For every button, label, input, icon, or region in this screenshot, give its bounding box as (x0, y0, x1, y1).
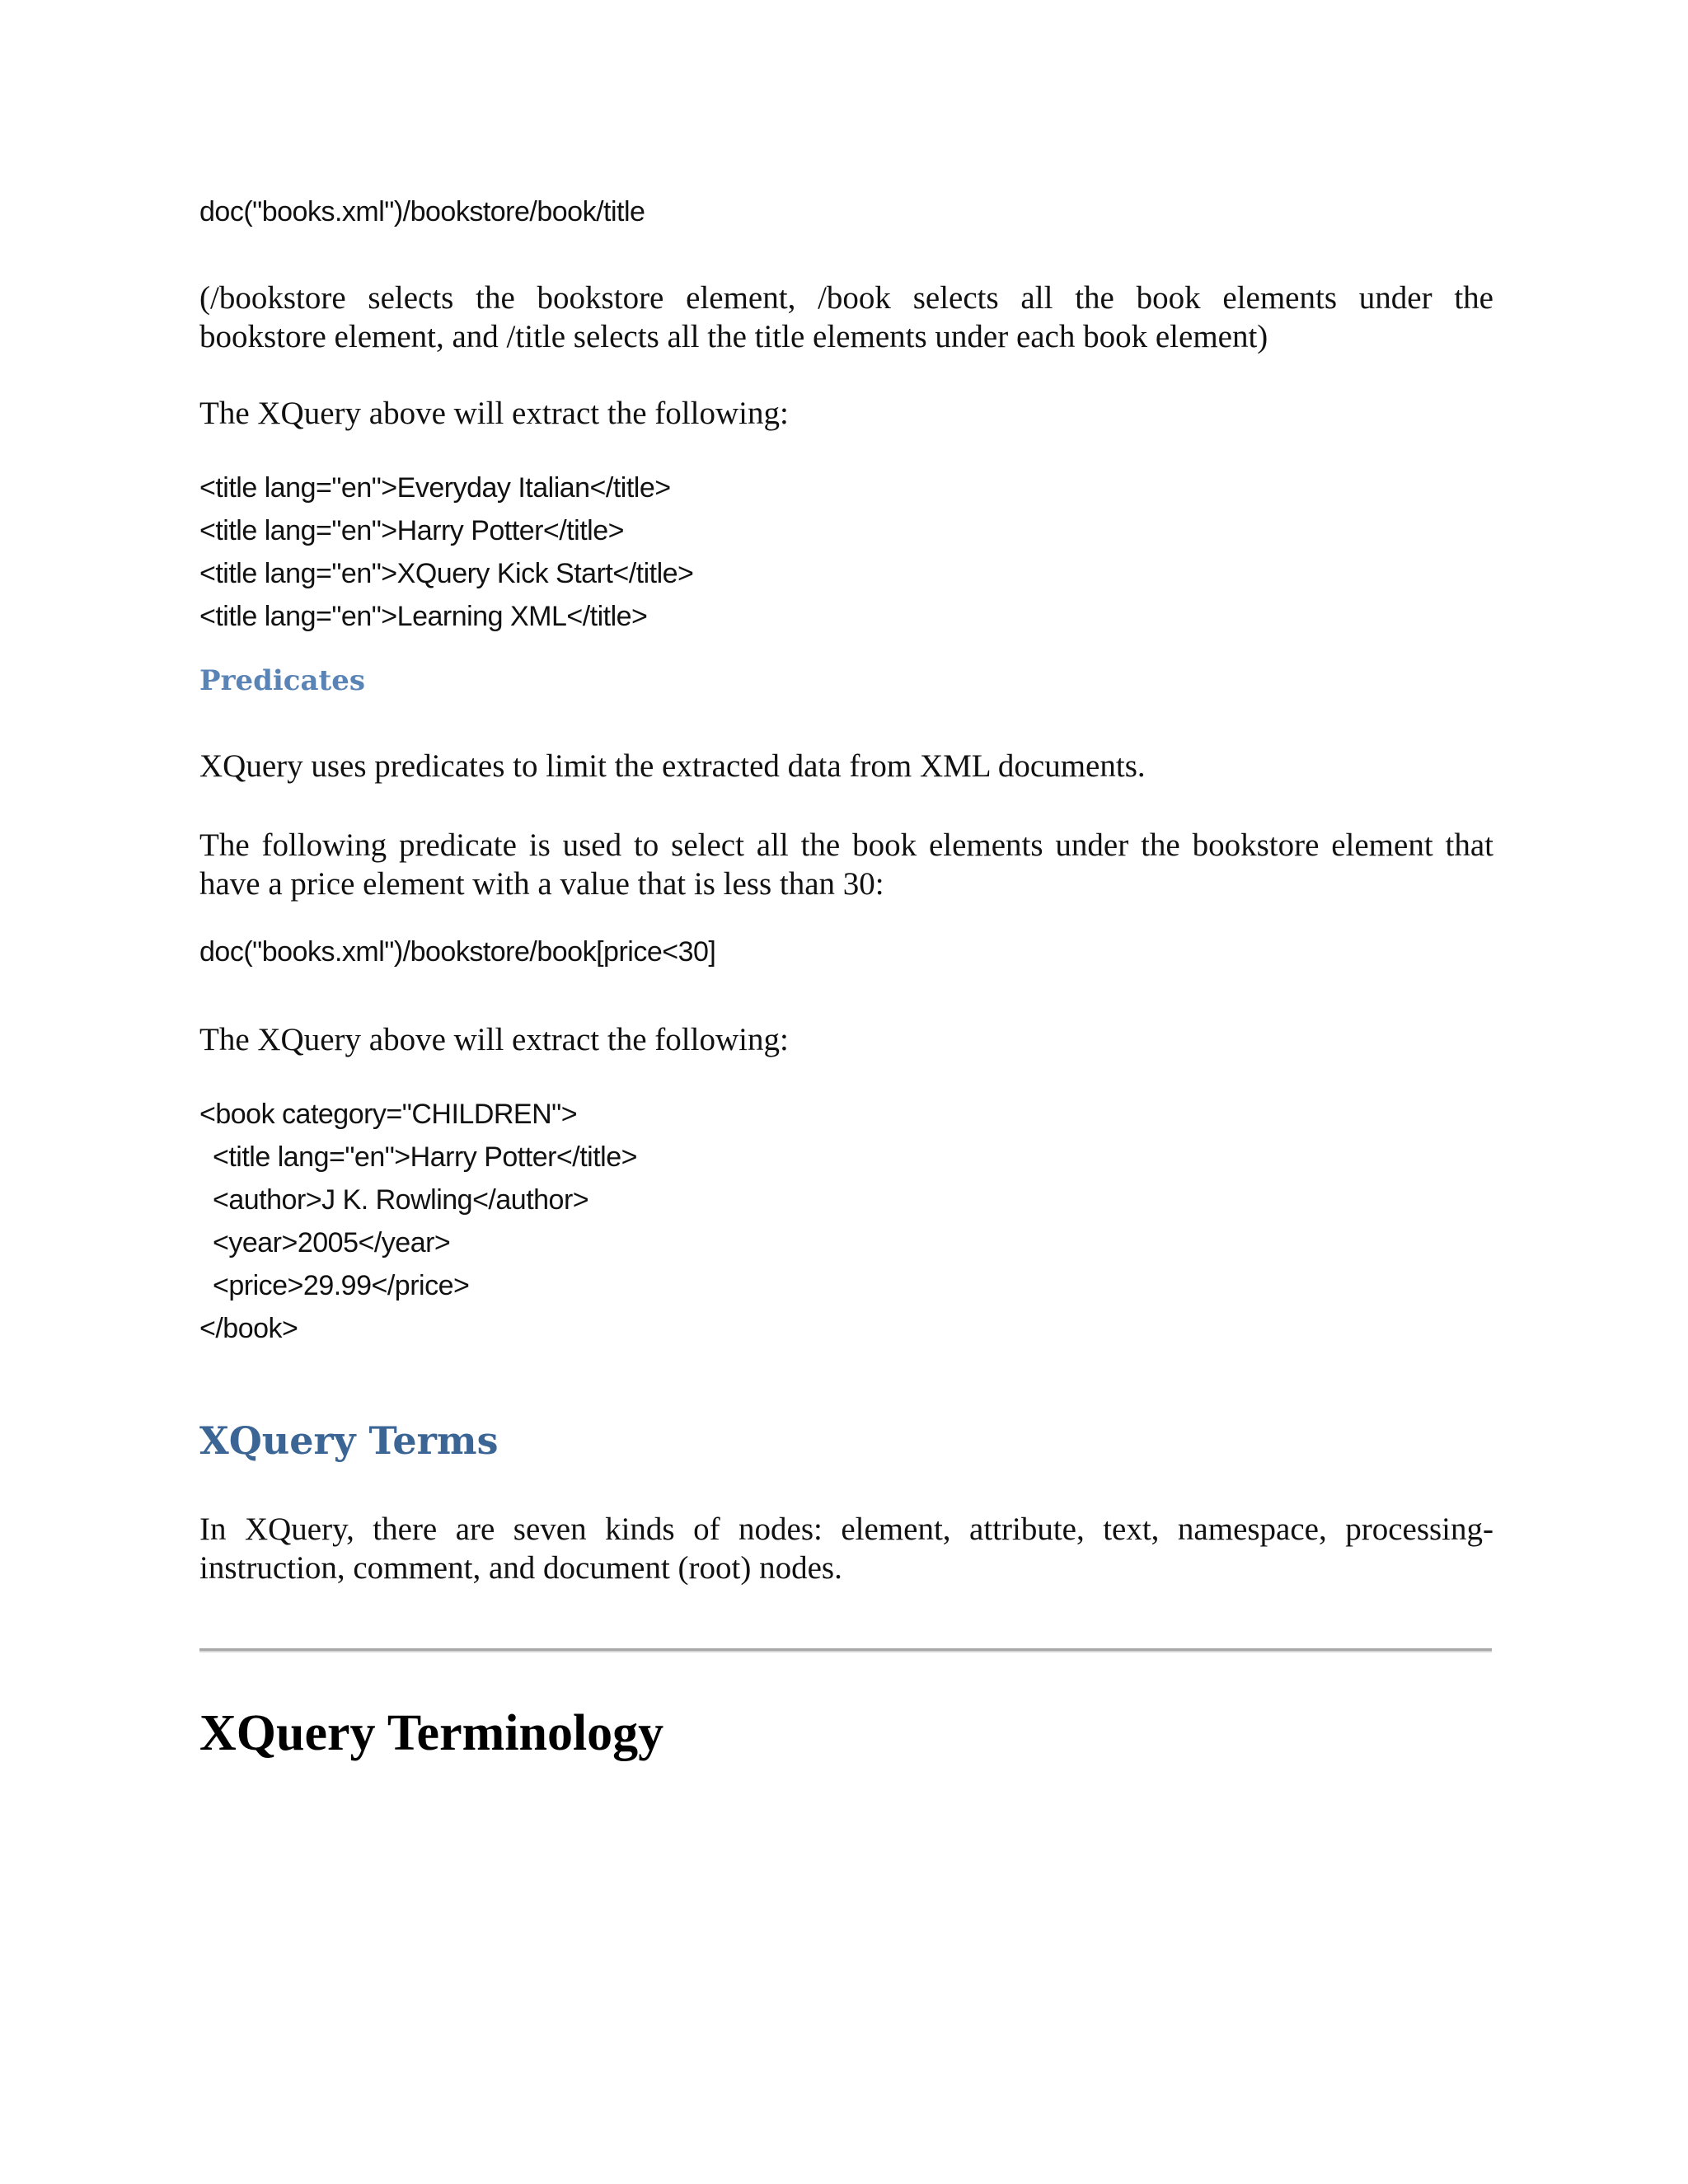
extract-intro-paragraph: The XQuery above will extract the following: (199, 396, 789, 431)
predicates-heading: Predicates (199, 664, 366, 697)
predicate-description-line-2: have a price element with a value that is less than 30: (199, 866, 884, 902)
predicate-description-line-1: The following predicate is used to select all the book elements under the bookstore element that (199, 827, 1493, 863)
explanation-paragraph (199, 279, 1493, 356)
node-kinds-line-1: In XQuery, there are seven kinds of nodes: element, attribute, text, namespace, processing- (199, 1511, 1493, 1547)
xpath-code-title: doc("books.xml")/bookstore/book/title (199, 196, 645, 227)
code-line: </book> (199, 1313, 298, 1344)
node-kinds-line-2: instruction, comment, and document (root) nodes. (199, 1550, 842, 1586)
code-line: <title lang="en">XQuery Kick Start</title> (199, 558, 694, 589)
code-line: <title lang="en">Learning XML</title> (199, 601, 648, 632)
predicates-intro-paragraph: XQuery uses predicates to limit the extracted data from XML documents. (199, 748, 1146, 784)
xquery-terms-heading: XQuery Terms (199, 1418, 499, 1463)
code-line: <title lang="en">Everyday Italian</title> (199, 472, 671, 504)
predicate-description-paragraph (199, 826, 1493, 903)
extract-intro-paragraph-2: The XQuery above will extract the following: (199, 1022, 789, 1057)
node-kinds-paragraph (199, 1510, 1493, 1587)
xquery-terminology-heading: XQuery Terminology (199, 1705, 664, 1761)
explanation-line-1: (/bookstore selects the bookstore element, /book selects all the book elements under the (199, 280, 1493, 316)
horizontal-divider (199, 1648, 1492, 1652)
xpath-code-predicate: doc("books.xml")/bookstore/book[price<30] (199, 936, 716, 968)
output-code-block-book (199, 1093, 637, 1350)
code-line: <price>29.99</price> (213, 1270, 470, 1301)
explanation-line-2: bookstore element, and /title selects all the title elements under each book element) (199, 319, 1268, 354)
code-line: <year>2005</year> (213, 1227, 451, 1258)
code-line: <book category="CHILDREN"> (199, 1099, 578, 1130)
code-line: <author>J K. Rowling</author> (213, 1184, 589, 1216)
code-line: <title lang="en">Harry Potter</title> (199, 515, 624, 546)
output-code-block-titles (199, 466, 693, 638)
code-line: <title lang="en">Harry Potter</title> (213, 1141, 637, 1173)
